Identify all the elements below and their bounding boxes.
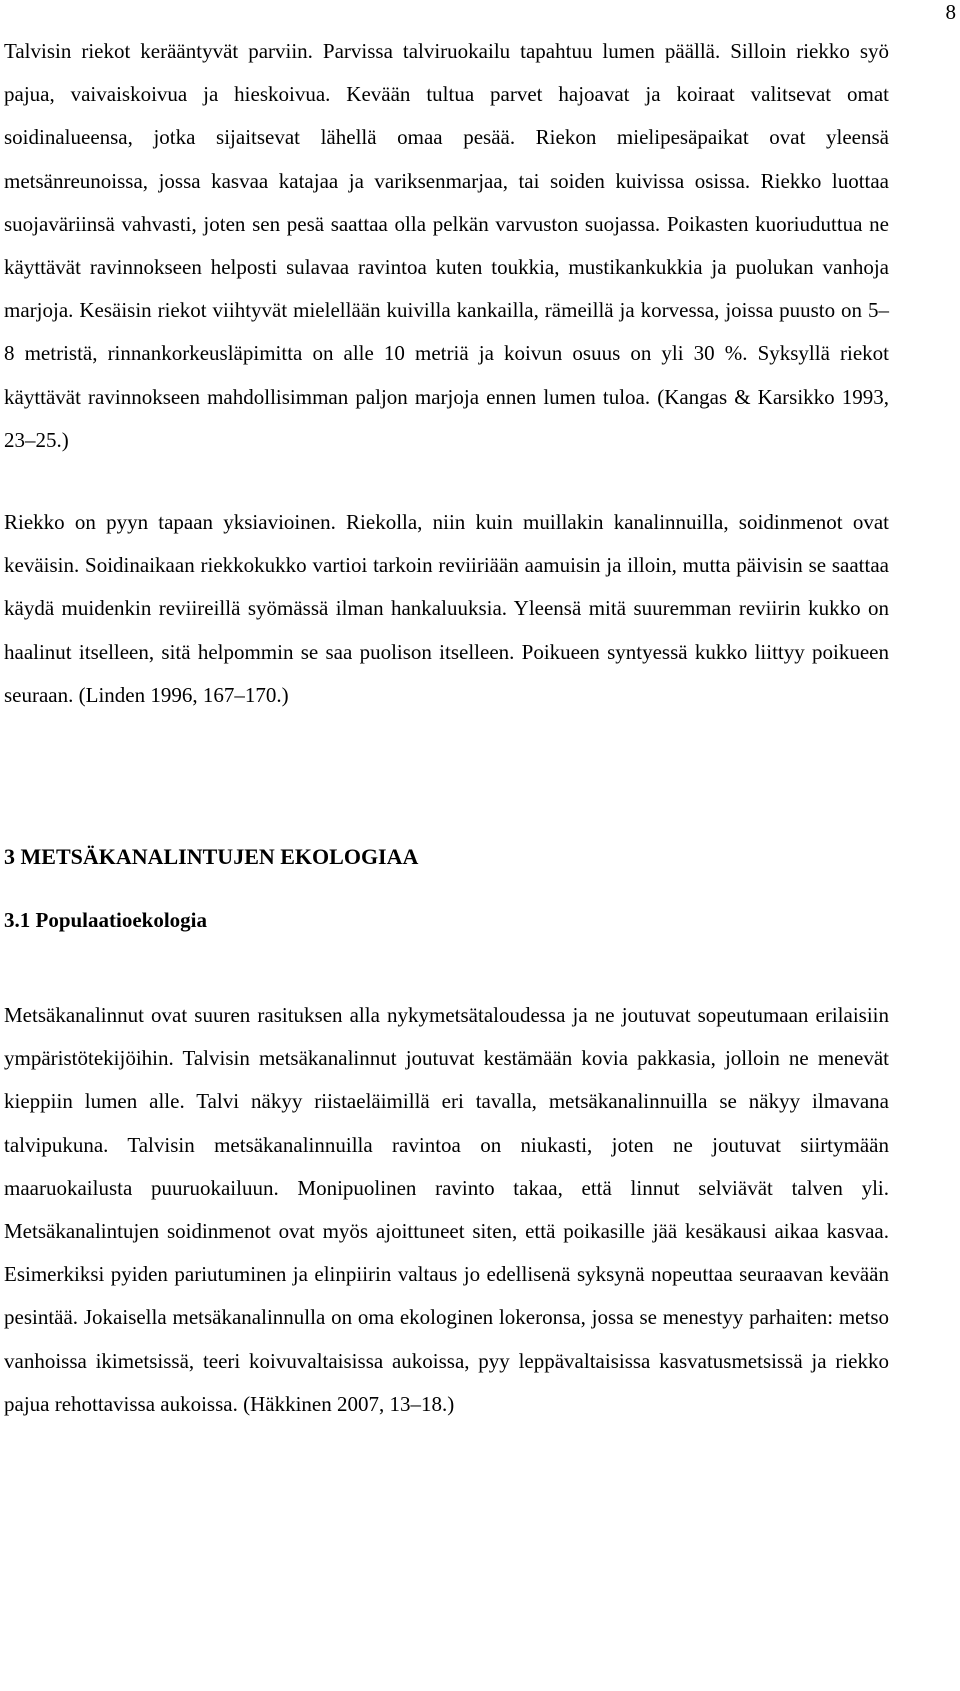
heading-spacer xyxy=(4,940,889,994)
paragraph-riekko-mating: Riekko on pyyn tapaan yksiavioinen. Riekolla, niin kuin muillakin kanalinnuilla, soidinmenot ovat keväisin. Soidinaikaan riekkokukko vartioi tarkoin reviiriään aamuisin ja illoin, mutta päivisin se saattaa käydä muidenkin reviireillä syömässä ilman hankaluuksia. Yleensä mitä suuremman reviirin kukko on haalinut itselleen, sitä helpommin se saa puolison itselleen. Poikueen syntyessä kukko liittyy poikueen seuraan. (Linden 1996, 167–170.) xyxy=(4,510,889,707)
paragraph-riekko-winter: Talvisin riekot kerääntyvät parviin. Parvissa talviruokailu tapahtuu lumen päällä. Silloin riekko syö pajua, vaivaiskoivua ja hieskoivua. Kevään tultua parvet hajoavat ja koiraat valitsevat omat soidinalueensa, jotka sijaitsevat lähellä omaa pesää. Riekon mielipesäpaikat ovat yleensä metsänreunoissa, jossa kasvaa katajaa ja variksenmarjaa, tai soiden kuivissa osissa. Riekko luottaa suojaväriinsä vahvasti, joten sen pesä saattaa olla pelkän varvuston suojassa. Poikasten kuoriuduttua ne käyttävät ravinnokseen helposti sulavaa ravintoa kuten toukkia, mustikankukkia ja puolukan vanhoja marjoja. Kesäisin riekot viihtyvät mielellään kuivilla kankailla, rämeillä ja korvessa, joissa puusto on 5–8 metristä, rinnankorkeusläpimitta on alle 10 metriä ja koivun osuus on yli 30 %. Syksyllä riekot käyttävät ravinnokseen mahdollisimman paljon marjoja ennen lumen tuloa. (Kangas & Karsikko 1993, 23–25.) xyxy=(4,39,889,452)
chapter-heading: 3 METSÄKANALINTUJEN EKOLOGIAA xyxy=(4,844,419,870)
paragraph-spacer xyxy=(4,462,889,501)
heading-spacer xyxy=(4,877,889,900)
page-number: 8 xyxy=(945,0,956,24)
section-heading: 3.1 Populaatioekologia xyxy=(4,908,208,933)
document-body xyxy=(4,30,889,1426)
section-spacer xyxy=(4,717,889,837)
paragraph-population-ecology: Metsäkanalinnut ovat suuren rasituksen alla nykymetsätaloudessa ja ne joutuvat sopeutumaan erilaisiin ympäristötekijöihin. Talvisin metsäkanalinnut joutuvat kestämään kovia pakkasia, jolloin ne menevät kieppiin lumen alle. Talvi näkyy riistaeläimillä eri tavalla, metsäkanalinnuilla se näkyy ilmavana talvipukuna. Talvisin metsäkanalinnuilla ravintoa on niukasti, joten ne joutuvat siirtymään maaruokailusta puuruokailuun. Monipuolinen ravinto takaa, että linnut selviävät talven yli. Metsäkanalintujen soidinmenot ovat myös ajoittuneet siten, että poikasille jää kesäkausi aikaa kasvaa. Esimerkiksi pyiden pariutuminen ja elinpiirin valtaus jo edellisenä syksynä nopeuttaa seuraavan kevään pesintää. Jokaisella metsäkanalinnulla on oma ekologinen lokeronsa, jossa se menestyy parhaiten: metso vanhoissa ikimetsissä, teeri koivuvaltaisissa aukoissa, pyy leppävaltaisissa kasvatusmetsissä ja riekko pajua rehottavissa aukoissa. (Häkkinen 2007, 13–18.) xyxy=(4,1003,889,1416)
